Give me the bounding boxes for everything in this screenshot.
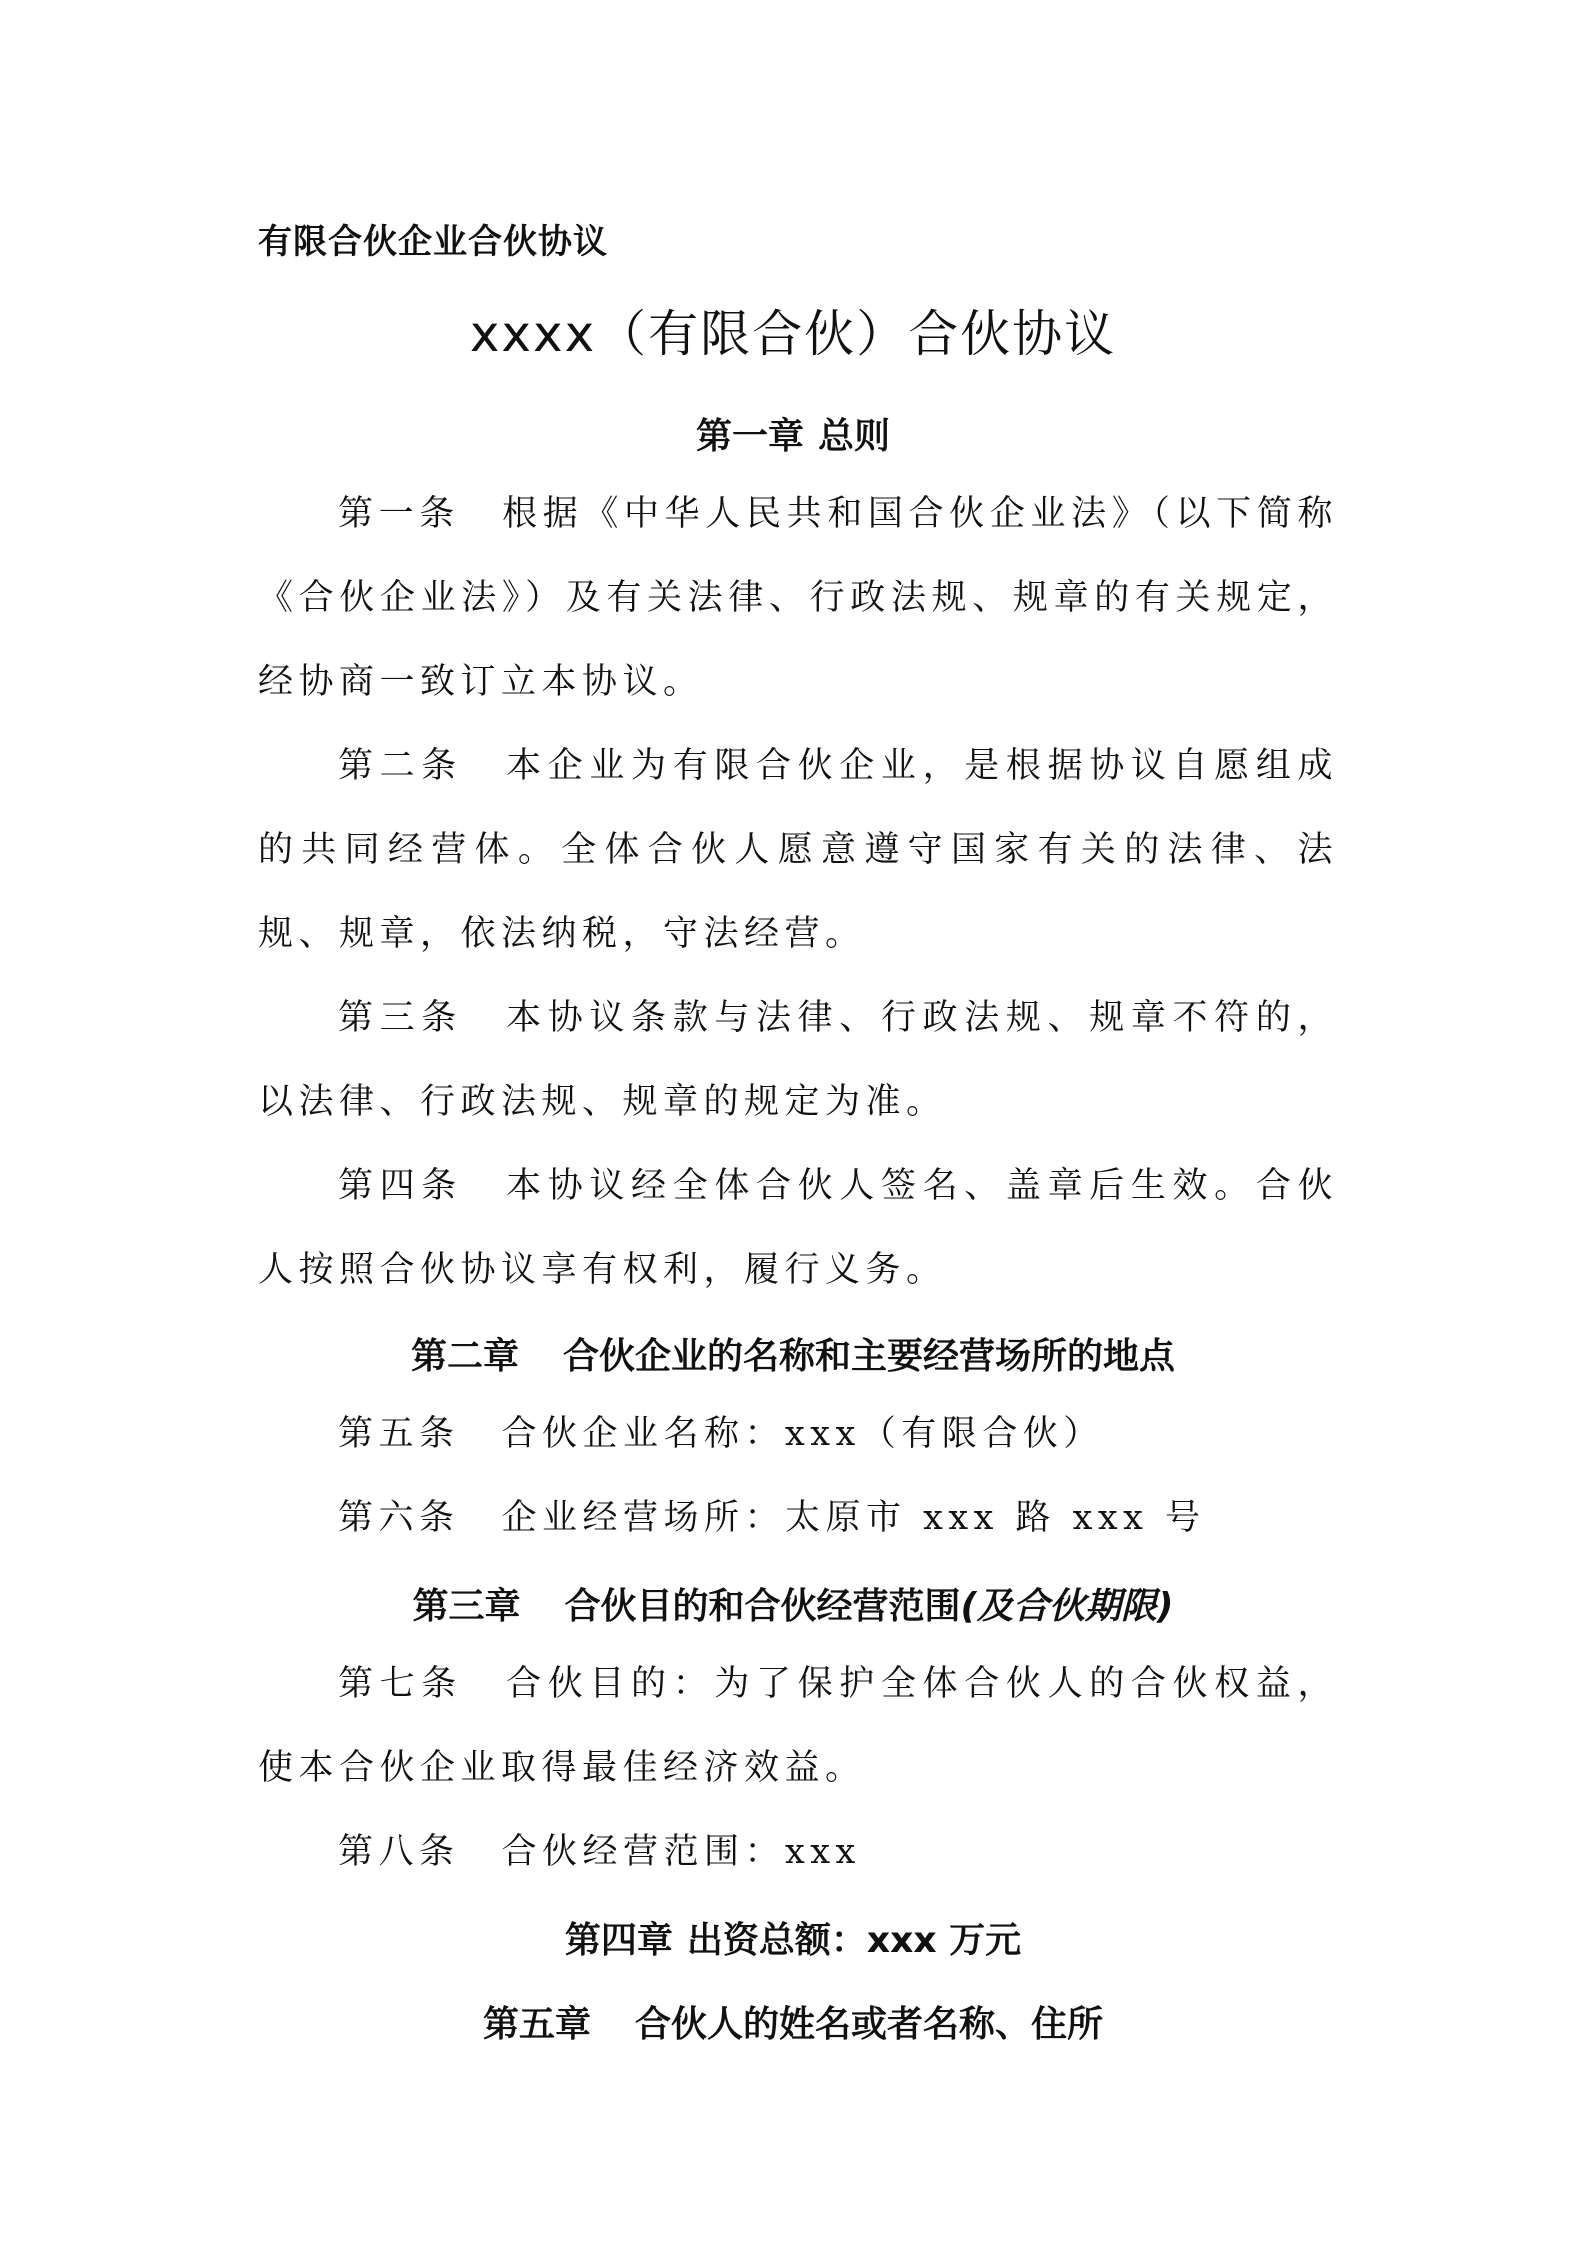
article-6-text: 企业经营场所：太原市 xxx 路 xxx 号 [501, 1498, 1206, 1538]
article-8 [258, 1810, 1338, 1894]
chapter-2-title: 合伙企业的名称和主要经营场所的地点 [563, 1336, 1176, 1377]
article-4-text: 本协议经全体合伙人签名、盖章后生效。合伙人按照合伙协议享有权利，履行义务。 [258, 1166, 1338, 1290]
chapter-5-title: 合伙人的姓名或者名称、住所 [635, 2004, 1104, 2045]
article-5 [258, 1392, 1338, 1476]
article-7-number: 第七条 [338, 1664, 463, 1704]
article-5-text: 合伙企业名称：xxx（有限合伙） [501, 1414, 1104, 1454]
chapter-4-title: 出资总额：xxx 万元 [686, 1920, 1022, 1961]
article-3-text: 本协议条款与法律、行政法规、规章不符的，以法律、行政法规、规章的规定为准。 [258, 998, 1338, 1122]
article-8-text: 合伙经营范围：xxx [501, 1832, 861, 1872]
article-3 [258, 976, 1338, 1144]
chapter-3-number: 第三章 [412, 1586, 521, 1627]
chapter-2-number: 第二章 [410, 1336, 519, 1377]
article-5-number: 第五条 [338, 1414, 460, 1454]
article-4-number: 第四条 [338, 1166, 463, 1206]
article-7-text: 合伙目的：为了保护全体合伙人的合伙权益，使本合伙企业取得最佳经济效益。 [258, 1664, 1338, 1788]
chapter-5-heading [0, 1996, 1586, 2047]
article-6 [258, 1476, 1338, 1560]
chapter-3-suffix: (及合伙期限) [960, 1586, 1174, 1627]
article-2-text: 本企业为有限合伙企业，是根据协议自愿组成的共同经营体。全体合伙人愿意遵守国家有关的法律、法规、规章，依法纳税，守法经营。 [258, 746, 1338, 954]
chapter-1-number: 第一章 [695, 416, 804, 457]
chapter-1-heading [0, 408, 1586, 459]
chapter-2-heading [0, 1328, 1586, 1379]
chapter-1-title: 总则 [818, 416, 891, 457]
document-title: xxxx（有限合伙）合伙协议 [469, 305, 1117, 363]
chapter-3-title: 合伙目的和合伙经营范围 [564, 1586, 961, 1627]
chapter-4-number: 第四章 [564, 1920, 673, 1961]
article-4 [258, 1144, 1338, 1312]
article-1-text: 根据《中华人民共和国合伙企业法》（以下简称《合伙企业法》）及有关法律、行政法规、规章的有关规定，经协商一致订立本协议。 [258, 494, 1338, 702]
article-2 [258, 724, 1338, 976]
article-7 [258, 1642, 1338, 1810]
chapter-4-heading [0, 1912, 1586, 1963]
article-8-number: 第八条 [338, 1832, 460, 1872]
chapter-3-heading [0, 1578, 1586, 1629]
article-3-number: 第三条 [338, 998, 463, 1038]
document-label: 有限合伙企业合伙协议 [258, 222, 608, 262]
chapter-5-number: 第五章 [482, 2004, 591, 2045]
article-1 [258, 472, 1338, 724]
article-1-number: 第一条 [338, 494, 460, 534]
article-6-number: 第六条 [338, 1498, 460, 1538]
article-2-number: 第二条 [338, 746, 463, 786]
